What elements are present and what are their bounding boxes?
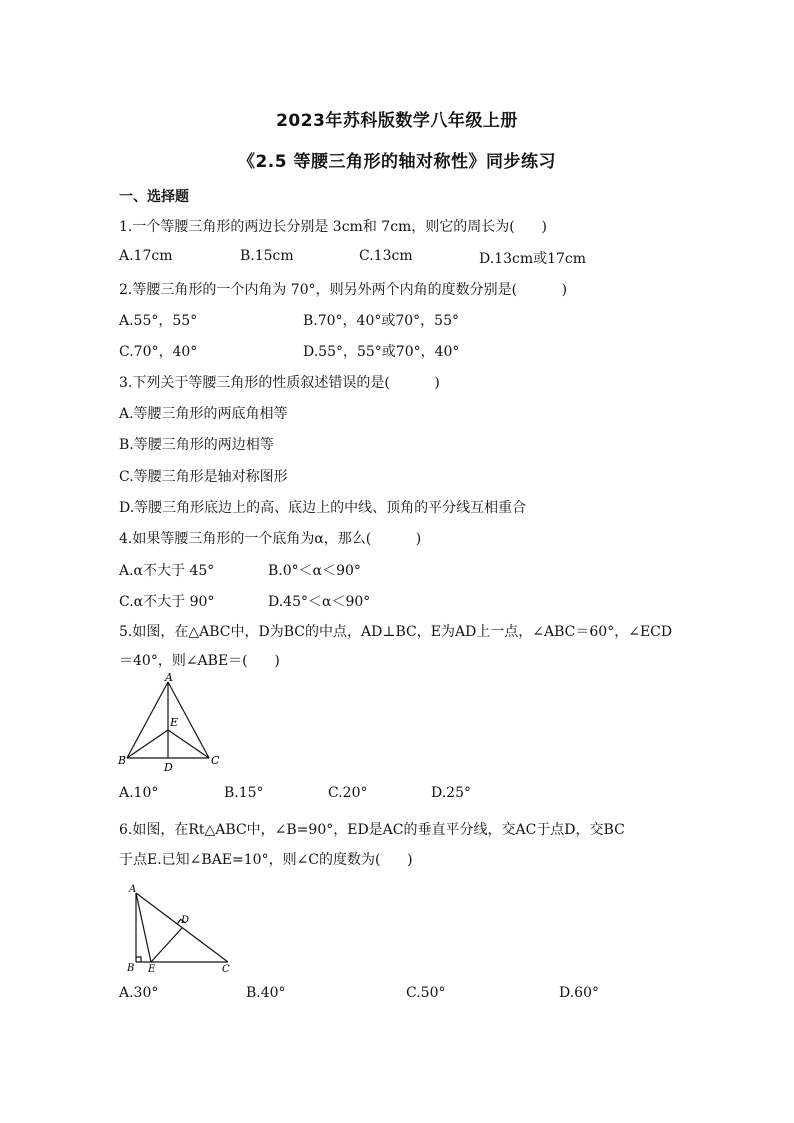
q3-option-b: B.等腰三角形的两边相等 bbox=[119, 437, 274, 453]
q6-option-d: D.60° bbox=[559, 985, 599, 1001]
q4-option-a: A.α不大于 45° bbox=[119, 563, 215, 579]
question-5-stem-line-1: 5.如图，在△ABC中，D为BC的中点，AD⊥BC，E为AD上一点，∠ABC＝60°，∠ECD bbox=[119, 624, 673, 640]
q6-right-triangle-figure bbox=[120, 880, 240, 976]
q5-option-b: B.15° bbox=[224, 785, 264, 801]
q1-option-d: D.13cm或17cm bbox=[479, 251, 587, 267]
q1-option-b: B.15cm bbox=[240, 248, 294, 264]
q2-option-d: D.55°，55°或70°，40° bbox=[303, 344, 460, 360]
q3-option-a: A.等腰三角形的两底角相等 bbox=[119, 406, 288, 422]
q6-option-c: C.50° bbox=[406, 985, 446, 1001]
title-line-1: 2023年苏科版数学八年级上册 bbox=[276, 111, 518, 131]
q3-option-d: D.等腰三角形底边上的高、底边上的中线、顶角的平分线互相重合 bbox=[119, 500, 527, 516]
q4-option-b: B.0°＜α＜90° bbox=[268, 563, 361, 579]
q6-option-b: B.40° bbox=[246, 985, 286, 1001]
q6-label-a: A bbox=[129, 884, 137, 895]
q1-option-c: C.13cm bbox=[359, 248, 413, 264]
q5-label-d: D bbox=[164, 761, 173, 774]
question-1-stem: 1.一个等腰三角形的两边长分别是 3cm和 7cm，则它的周长为( ) bbox=[119, 219, 547, 235]
question-6-stem-line-1: 6.如图，在Rt△ABC中，∠B=90°，ED是AC的垂直平分线，交AC于点D，交BC bbox=[119, 822, 625, 838]
q5-label-e: E bbox=[170, 716, 179, 729]
q5-label-c: C bbox=[211, 754, 220, 767]
q5-label-b: B bbox=[118, 754, 127, 767]
q5-option-a: A.10° bbox=[119, 785, 159, 801]
q2-option-b: B.70°，40°或70°，55° bbox=[303, 313, 459, 329]
q6-label-e: E bbox=[148, 964, 156, 975]
q5-option-d: D.25° bbox=[431, 785, 471, 801]
q6-label-c: C bbox=[222, 964, 230, 975]
q5-option-c: C.20° bbox=[328, 785, 368, 801]
question-2-stem: 2.等腰三角形的一个内角为 70°，则另外两个内角的度数分别是( ) bbox=[119, 282, 568, 298]
q6-option-a: A.30° bbox=[119, 985, 159, 1001]
question-5-stem-line-2: ＝40°，则∠ABE＝( ) bbox=[119, 653, 280, 669]
question-6-stem-line-2: 于点E.已知∠BAE=10°，则∠C的度数为( ) bbox=[119, 852, 413, 868]
question-3-stem: 3.下列关于等腰三角形的性质叙述错误的是( ) bbox=[119, 375, 440, 391]
q4-option-c: C.α不大于 90° bbox=[119, 594, 215, 610]
q2-option-c: C.70°，40° bbox=[119, 344, 198, 360]
section-heading: 一、选择题 bbox=[119, 189, 189, 205]
q6-label-b: B bbox=[127, 963, 135, 974]
question-4-stem: 4.如果等腰三角形的一个底角为α，那么( ) bbox=[119, 531, 422, 547]
q4-option-d: D.45°＜α＜90° bbox=[268, 594, 371, 610]
q1-option-a: A.17cm bbox=[119, 248, 173, 264]
q2-option-a: A.55°，55° bbox=[119, 313, 198, 329]
q6-label-d: D bbox=[181, 915, 190, 926]
title-line-2: 《2.5 等腰三角形的轴对称性》同步练习 bbox=[237, 152, 557, 172]
q3-option-c: C.等腰三角形是轴对称图形 bbox=[119, 469, 288, 485]
q5-label-a: A bbox=[165, 672, 173, 684]
q5-triangle-figure bbox=[112, 672, 222, 774]
